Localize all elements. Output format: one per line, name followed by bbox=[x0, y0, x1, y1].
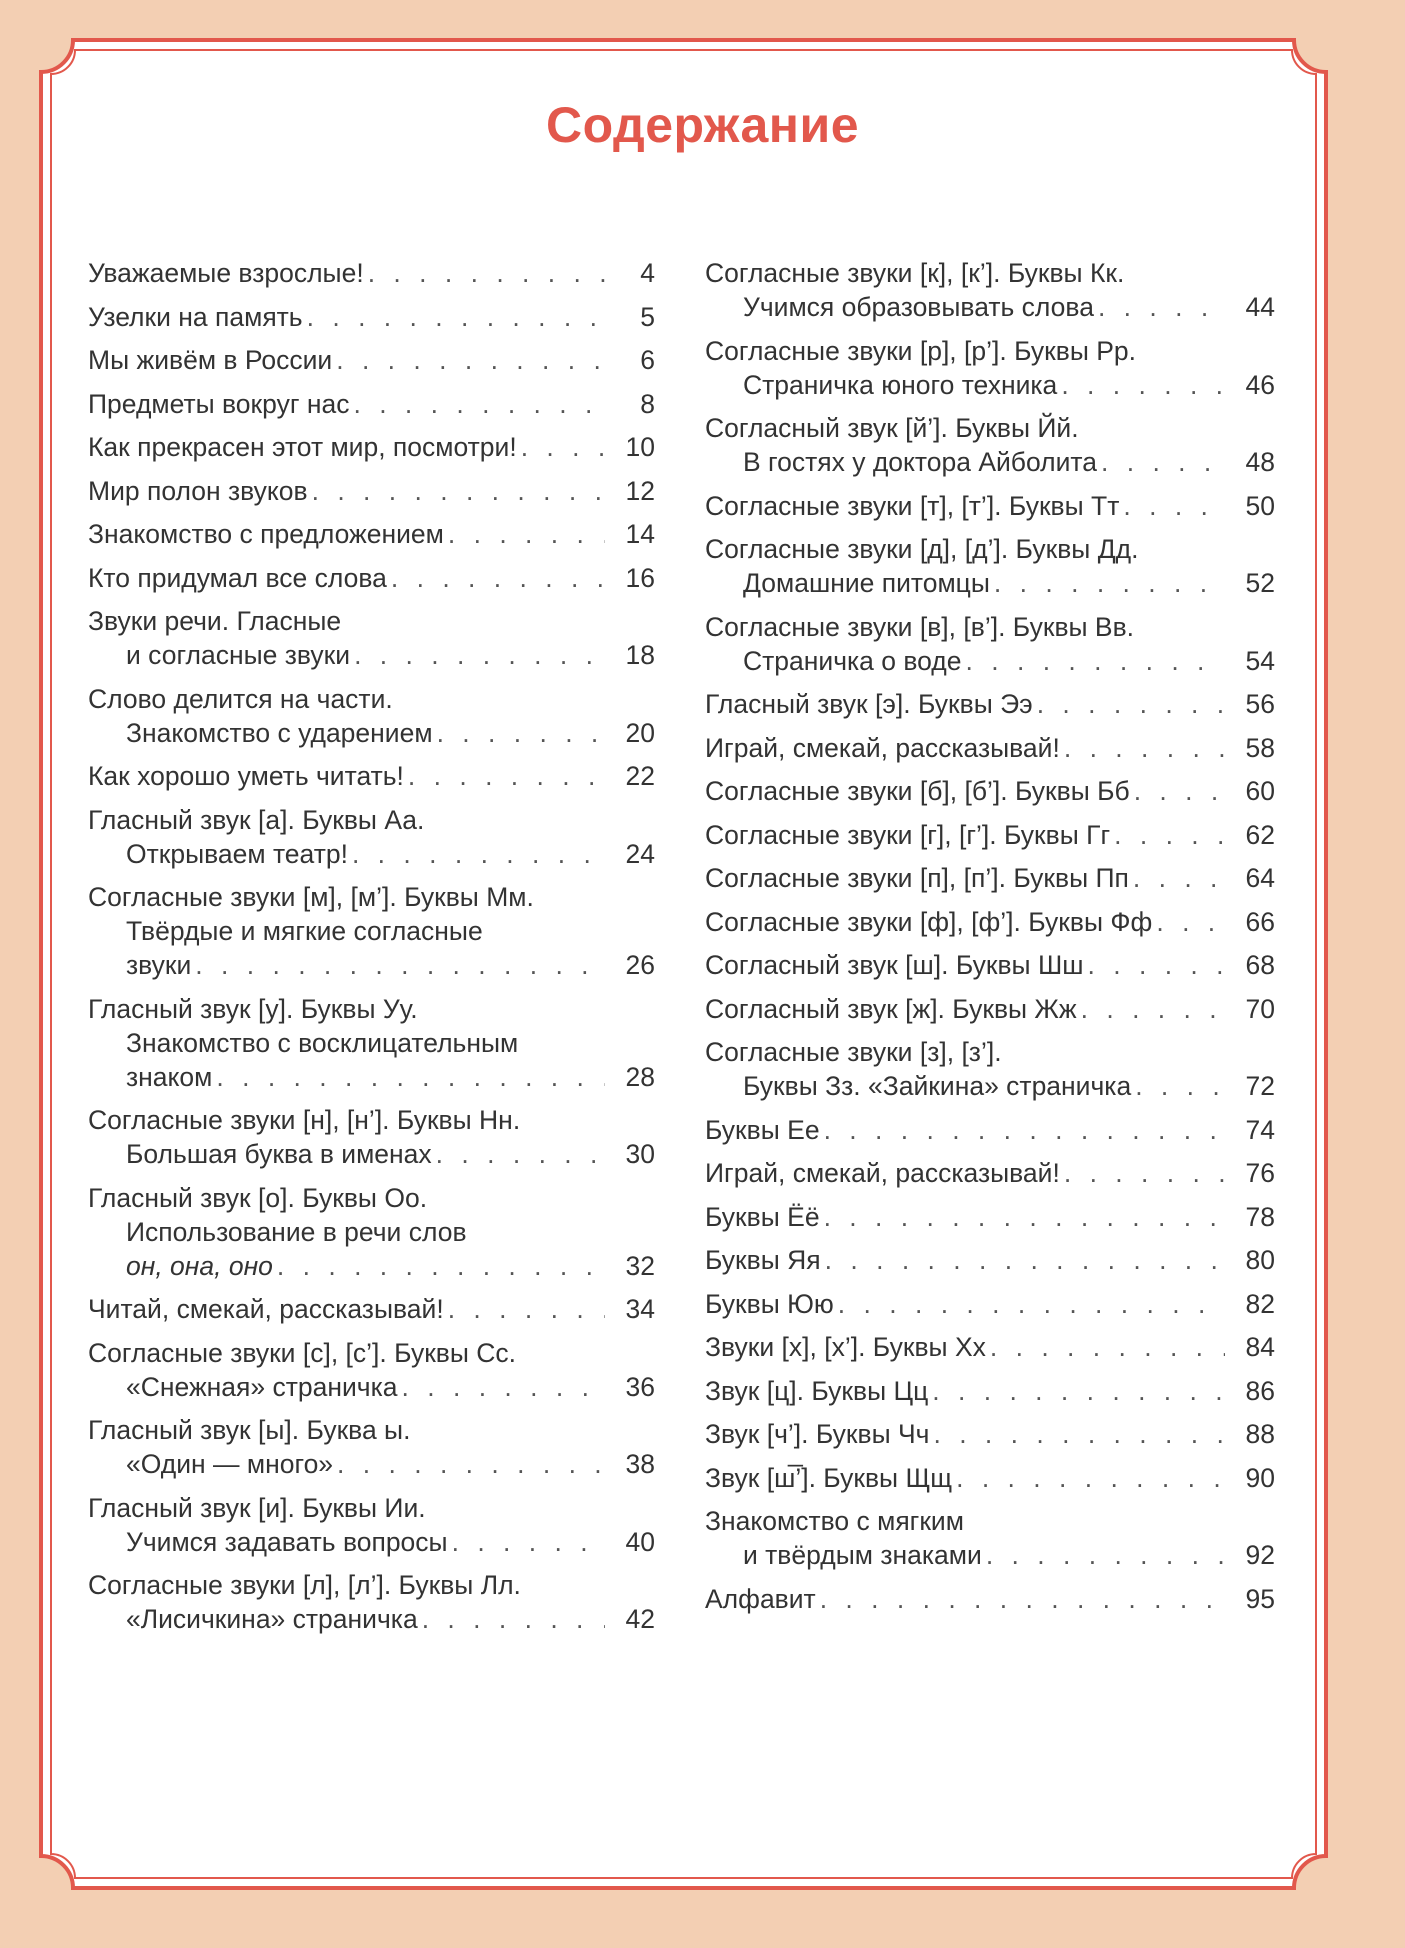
toc-entry bbox=[705, 1156, 1275, 1190]
dot-leader bbox=[353, 387, 605, 421]
toc-entry bbox=[705, 1504, 1275, 1572]
dot-leader bbox=[216, 1060, 605, 1094]
toc-entry bbox=[88, 430, 655, 464]
toc-page-number: 66 bbox=[1245, 906, 1275, 937]
toc-entry bbox=[88, 880, 655, 982]
toc-page-number: 24 bbox=[625, 838, 655, 869]
toc-entry-text: Согласные звуки [б], [б’]. Буквы Бб bbox=[705, 776, 1130, 806]
toc-entry-last-line bbox=[705, 368, 1275, 402]
toc-entry bbox=[705, 610, 1275, 678]
toc-entry bbox=[705, 1113, 1275, 1147]
toc-right-column bbox=[705, 256, 1275, 1625]
toc-entry-line: Гласный звук [о]. Буквы Оо. bbox=[88, 1182, 428, 1213]
toc-entry-last-line bbox=[88, 1525, 655, 1559]
toc-entry bbox=[705, 532, 1275, 600]
toc-page-number: 44 bbox=[1245, 292, 1275, 322]
toc-entry bbox=[88, 300, 655, 334]
dot-leader bbox=[994, 566, 1225, 600]
toc-entry-text: и твёрдым знаками bbox=[743, 1540, 982, 1570]
toc-entry-text: Буквы Ёё bbox=[705, 1201, 820, 1232]
dot-leader bbox=[966, 644, 1225, 678]
toc-entry-text: Согласные звуки [п], [п’]. Буквы Пп bbox=[705, 863, 1129, 893]
toc-entry-last-line bbox=[705, 1330, 1275, 1364]
toc-entry-text: он, она, оно bbox=[126, 1250, 273, 1281]
toc-entry-text: Согласный звук [ш]. Буквы Шш bbox=[705, 950, 1084, 980]
toc-entry-text: Играй, смекай, рассказывай! bbox=[705, 732, 1060, 763]
toc-page-number: 42 bbox=[625, 1604, 655, 1634]
dot-leader bbox=[1098, 290, 1225, 324]
toc-entry bbox=[705, 1461, 1275, 1495]
toc-entry bbox=[705, 1035, 1275, 1103]
toc-entry bbox=[88, 1491, 655, 1559]
toc-entry-last-line bbox=[705, 489, 1275, 523]
toc-page-number: 54 bbox=[1245, 645, 1275, 676]
toc-page-number: 80 bbox=[1245, 1245, 1275, 1275]
toc-entry-last-line bbox=[705, 644, 1275, 678]
toc-entry-text: Гласный звук [э]. Буквы Ээ bbox=[705, 689, 1033, 719]
toc-entry-last-line bbox=[705, 1287, 1275, 1321]
toc-entry-line: Согласные звуки [р], [р’]. Буквы Рр. bbox=[705, 335, 1137, 366]
toc-entry bbox=[705, 1374, 1275, 1408]
toc-entry-last-line bbox=[705, 290, 1275, 324]
toc-page-number: 72 bbox=[1245, 1071, 1275, 1101]
toc-entry bbox=[88, 1181, 655, 1283]
dot-leader bbox=[368, 256, 605, 290]
toc-entry bbox=[88, 387, 655, 421]
dot-leader bbox=[337, 1447, 605, 1481]
toc-entry-text: Буквы Зз. «Зайкина» страничка bbox=[743, 1071, 1132, 1101]
toc-page-number: 90 bbox=[1245, 1462, 1275, 1493]
toc-page-number: 92 bbox=[1245, 1540, 1275, 1570]
toc-entry-text: Учимся образовывать слова bbox=[743, 292, 1094, 322]
toc-entry bbox=[88, 992, 655, 1094]
toc-page-number: 78 bbox=[1245, 1201, 1275, 1232]
toc-entry-last-line bbox=[705, 818, 1275, 852]
dot-leader bbox=[352, 837, 605, 871]
toc-page-number: 56 bbox=[1245, 689, 1275, 719]
toc-entry-text: Как хорошо уметь читать! bbox=[88, 761, 404, 791]
toc-entry-text: Согласные звуки [г], [г’]. Буквы Гг bbox=[705, 819, 1111, 850]
toc-entry-text: Алфавит bbox=[705, 1583, 816, 1614]
dot-leader bbox=[1061, 368, 1225, 402]
toc-entry-line: Согласные звуки [с], [с’]. Буквы Сс. bbox=[88, 1337, 517, 1368]
toc-page-number: 5 bbox=[640, 301, 655, 332]
toc-page-number: 82 bbox=[1245, 1288, 1275, 1319]
dot-leader bbox=[1064, 1156, 1225, 1190]
toc-entry-last-line bbox=[705, 948, 1275, 982]
toc-entry-last-line bbox=[88, 1060, 655, 1094]
dot-leader bbox=[1101, 445, 1225, 479]
toc-entry-line: Согласные звуки [к], [к’]. Буквы Кк. bbox=[705, 258, 1125, 288]
dot-leader bbox=[391, 561, 605, 595]
dot-leader bbox=[521, 430, 605, 464]
toc-page-number: 74 bbox=[1245, 1114, 1275, 1145]
toc-entry-line: Согласный звук [й’]. Буквы Йй. bbox=[705, 413, 1079, 443]
dot-leader bbox=[956, 1461, 1225, 1495]
toc-page-number: 14 bbox=[625, 519, 655, 549]
toc-entry-text: Буквы Ее bbox=[705, 1114, 820, 1145]
toc-entry-line: Гласный звук [у]. Буквы Уу. bbox=[88, 993, 418, 1024]
toc-entry-last-line bbox=[705, 566, 1275, 600]
toc-entry bbox=[88, 1103, 655, 1171]
dot-leader bbox=[312, 474, 605, 508]
toc-entry-last-line bbox=[88, 387, 655, 421]
toc-entry-last-line bbox=[705, 1582, 1275, 1616]
dot-leader bbox=[1081, 992, 1225, 1026]
toc-entry bbox=[88, 1568, 655, 1636]
toc-entry-line: Согласные звуки [л], [л’]. Буквы Лл. bbox=[88, 1570, 521, 1600]
toc-entry-last-line bbox=[705, 861, 1275, 895]
toc-entry-text: «Снежная» страничка bbox=[126, 1371, 398, 1402]
toc-entry-last-line bbox=[88, 256, 655, 290]
toc-entry-text: «Один — много» bbox=[126, 1449, 334, 1479]
toc-entry bbox=[705, 992, 1275, 1026]
dot-leader bbox=[933, 1417, 1225, 1451]
toc-entry-last-line bbox=[88, 561, 655, 595]
toc-entry-line: Гласный звук [ы]. Буква ы. bbox=[88, 1415, 411, 1445]
toc-entry bbox=[88, 343, 655, 377]
toc-page-number: 62 bbox=[1245, 819, 1275, 850]
toc-entry bbox=[705, 948, 1275, 982]
toc-entry-last-line bbox=[705, 1156, 1275, 1190]
toc-entry-line: Согласные звуки [в], [в’]. Буквы Вв. bbox=[705, 611, 1135, 642]
toc-entry-last-line bbox=[88, 716, 655, 750]
toc-page-number: 22 bbox=[625, 761, 655, 791]
toc-page-number: 52 bbox=[1245, 568, 1275, 598]
toc-entry bbox=[88, 803, 655, 871]
dot-leader bbox=[277, 1249, 605, 1283]
toc-entry-last-line bbox=[88, 300, 655, 334]
dot-leader bbox=[436, 1137, 605, 1171]
dot-leader bbox=[1064, 731, 1225, 765]
toc-entry-last-line bbox=[705, 1417, 1275, 1451]
toc-page-number: 20 bbox=[625, 717, 655, 748]
toc-page-number: 36 bbox=[625, 1371, 655, 1402]
toc-page-number: 95 bbox=[1245, 1583, 1275, 1614]
dot-leader bbox=[825, 1243, 1225, 1277]
toc-entry-last-line bbox=[88, 837, 655, 871]
toc-page-number: 8 bbox=[640, 388, 655, 419]
toc-entry-line: Согласные звуки [д], [д’]. Буквы Дд. bbox=[705, 534, 1139, 564]
toc-entry-text: Страничка юного техника bbox=[743, 369, 1058, 400]
page-title: Содержание bbox=[545, 97, 860, 153]
toc-entry bbox=[88, 517, 655, 551]
toc-entry-line: Гласный звук [а]. Буквы Аа. bbox=[88, 804, 425, 835]
toc-entry-text: Учимся задавать вопросы bbox=[126, 1526, 448, 1557]
toc-entry-line: Знакомство с мягким bbox=[705, 1506, 964, 1536]
toc-entry-line: Твёрдые и мягкие согласные bbox=[126, 916, 483, 946]
toc-entry-last-line bbox=[705, 445, 1275, 479]
toc-entry bbox=[705, 411, 1275, 479]
toc-entry-last-line bbox=[88, 517, 655, 551]
toc-entry-last-line bbox=[705, 1538, 1275, 1572]
toc-entry-text: Страничка о воде bbox=[743, 645, 962, 676]
toc-entry-text: В гостях у доктора Айболита bbox=[743, 447, 1097, 477]
toc-entry bbox=[705, 687, 1275, 721]
toc-entry-last-line bbox=[88, 638, 655, 672]
toc-entry-last-line bbox=[705, 1200, 1275, 1234]
toc-entry bbox=[88, 1292, 655, 1326]
toc-entry bbox=[705, 1243, 1275, 1277]
toc-page-number: 4 bbox=[640, 258, 655, 288]
toc-page-number: 88 bbox=[1245, 1419, 1275, 1449]
dot-leader bbox=[307, 300, 605, 334]
toc-entry-line: Слово делится на части. bbox=[88, 683, 393, 714]
toc-entry bbox=[88, 474, 655, 508]
toc-entry bbox=[88, 604, 655, 672]
toc-entry-last-line bbox=[88, 1602, 655, 1636]
toc-entry-last-line bbox=[88, 474, 655, 508]
toc-page-number: 68 bbox=[1245, 950, 1275, 980]
toc-entry-text: «Лисичкина» страничка bbox=[126, 1604, 418, 1634]
toc-entry-last-line bbox=[88, 430, 655, 464]
dot-leader bbox=[437, 716, 605, 750]
toc-entry bbox=[88, 682, 655, 750]
toc-entry bbox=[705, 731, 1275, 765]
toc-page-number: 60 bbox=[1245, 776, 1275, 806]
dot-leader bbox=[1135, 1069, 1225, 1103]
toc-entry bbox=[705, 256, 1275, 324]
toc-entry bbox=[705, 334, 1275, 402]
toc-entry-text: Знакомство с предложением bbox=[88, 519, 444, 549]
toc-page-number: 40 bbox=[625, 1526, 655, 1557]
toc-page-number: 70 bbox=[1245, 993, 1275, 1024]
dot-leader bbox=[990, 1330, 1225, 1364]
toc-entry bbox=[88, 759, 655, 793]
toc-entry-text: Большая буква в именах bbox=[126, 1139, 432, 1169]
toc-entry bbox=[705, 861, 1275, 895]
toc-entry bbox=[705, 774, 1275, 808]
dot-leader bbox=[1133, 861, 1225, 895]
toc-entry-text: Играй, смекай, рассказывай! bbox=[705, 1158, 1060, 1188]
toc-entry-text: и согласные звуки bbox=[126, 640, 351, 670]
toc-entry bbox=[88, 256, 655, 290]
toc-entry-text: Как прекрасен этот мир, посмотри! bbox=[88, 432, 517, 462]
toc-page-number: 18 bbox=[625, 640, 655, 670]
toc-page-number: 76 bbox=[1245, 1158, 1275, 1188]
toc-entry-last-line bbox=[88, 1249, 655, 1283]
toc-entry-last-line bbox=[705, 992, 1275, 1026]
toc-entry bbox=[88, 1413, 655, 1481]
toc-entry-last-line bbox=[705, 1374, 1275, 1408]
toc-entry-text: Буквы Юю bbox=[705, 1288, 834, 1319]
toc-page-number: 34 bbox=[625, 1294, 655, 1324]
toc-entry-last-line bbox=[88, 1447, 655, 1481]
toc-entry-text: Согласные звуки [т], [т’]. Буквы Тт bbox=[705, 490, 1120, 521]
dot-leader bbox=[354, 638, 605, 672]
toc-page-number: 50 bbox=[1245, 490, 1275, 521]
dot-leader bbox=[1037, 687, 1225, 721]
toc-entry bbox=[705, 1330, 1275, 1364]
toc-entry-text: Согласные звуки [ф], [ф’]. Буквы Фф bbox=[705, 906, 1153, 937]
dot-leader bbox=[1134, 774, 1225, 808]
dot-leader bbox=[838, 1287, 1225, 1321]
toc-entry-last-line bbox=[705, 905, 1275, 939]
toc-entry-text: Знакомство с ударением bbox=[126, 717, 433, 748]
toc-page-number: 38 bbox=[625, 1449, 655, 1479]
toc-entry bbox=[705, 905, 1275, 939]
toc-entry bbox=[705, 1417, 1275, 1451]
dot-leader bbox=[452, 1525, 605, 1559]
toc-entry-text: Мы живём в России bbox=[88, 345, 333, 375]
toc-page-number: 26 bbox=[625, 950, 655, 980]
toc-entry-last-line bbox=[705, 1461, 1275, 1495]
toc-entry-last-line bbox=[705, 731, 1275, 765]
dot-leader bbox=[1123, 489, 1225, 523]
toc-entry-text: Согласный звук [ж]. Буквы Жж bbox=[705, 993, 1077, 1024]
toc-entry bbox=[88, 1336, 655, 1404]
toc-entry-line: Согласные звуки [з], [з’]. bbox=[705, 1037, 1002, 1067]
toc-page-number: 30 bbox=[625, 1139, 655, 1169]
toc-entry-text: Кто придумал все слова bbox=[88, 562, 387, 593]
dot-leader bbox=[1114, 818, 1225, 852]
toc-entry bbox=[705, 1200, 1275, 1234]
toc-entry bbox=[705, 489, 1275, 523]
toc-entry-text: Предметы вокруг нас bbox=[88, 388, 350, 419]
toc-page-number: 10 bbox=[625, 432, 655, 462]
toc-entry-text: Читай, смекай, рассказывай! bbox=[88, 1294, 444, 1324]
toc-page-number: 16 bbox=[625, 562, 655, 593]
toc-entry-text: Открываем театр! bbox=[126, 838, 348, 869]
dot-leader bbox=[1088, 948, 1225, 982]
toc-entry-line: Согласные звуки [н], [н’]. Буквы Нн. bbox=[88, 1105, 521, 1135]
dot-leader bbox=[986, 1538, 1225, 1572]
toc-entry-text: звуки bbox=[126, 950, 192, 980]
toc-entry-last-line bbox=[705, 687, 1275, 721]
toc-page-number: 84 bbox=[1245, 1332, 1275, 1362]
dot-leader bbox=[448, 1292, 605, 1326]
toc-page-number: 48 bbox=[1245, 447, 1275, 477]
toc-entry-line: Использование в речи слов bbox=[126, 1216, 467, 1247]
toc-page-number: 6 bbox=[640, 345, 655, 375]
toc-entry-line: Гласный звук [и]. Буквы Ии. bbox=[88, 1492, 426, 1523]
dot-leader bbox=[422, 1602, 605, 1636]
toc-entry bbox=[88, 561, 655, 595]
toc-entry-last-line bbox=[88, 1292, 655, 1326]
toc-entry-text: Буквы Яя bbox=[705, 1245, 821, 1275]
toc-entry-line: Знакомство с восклицательным bbox=[126, 1027, 519, 1058]
toc-entry-last-line bbox=[705, 1243, 1275, 1277]
toc-entry bbox=[705, 1582, 1275, 1616]
dot-leader bbox=[824, 1200, 1225, 1234]
dot-leader bbox=[336, 343, 605, 377]
toc-entry-text: Звук [ц]. Буквы Цц bbox=[705, 1375, 929, 1406]
toc-entry-line: Звуки речи. Гласные bbox=[88, 606, 342, 636]
toc-entry-text: Домашние питомцы bbox=[743, 568, 990, 598]
dot-leader bbox=[824, 1113, 1225, 1147]
toc-page-number: 64 bbox=[1245, 863, 1275, 893]
toc-entry-line: Согласные звуки [м], [м’]. Буквы Мм. bbox=[88, 882, 534, 912]
dot-leader bbox=[402, 1370, 605, 1404]
dot-leader bbox=[195, 948, 605, 982]
dot-leader bbox=[820, 1582, 1225, 1616]
toc-entry-text: Звук [ч’]. Буквы Чч bbox=[705, 1419, 930, 1449]
dot-leader bbox=[408, 759, 605, 793]
toc-entry-last-line bbox=[88, 948, 655, 982]
toc-entry-last-line bbox=[88, 759, 655, 793]
dot-leader bbox=[932, 1374, 1225, 1408]
toc-page-number: 58 bbox=[1245, 732, 1275, 763]
toc-entry-text: Звук [ш̅’]. Буквы Щщ bbox=[705, 1462, 953, 1493]
toc-entry-text: Узелки на память bbox=[88, 301, 303, 332]
toc-entry-text: Мир полон звуков bbox=[88, 475, 308, 506]
dot-leader bbox=[448, 517, 605, 551]
toc-entry-last-line bbox=[88, 1370, 655, 1404]
toc-entry bbox=[705, 818, 1275, 852]
toc-entry-text: знаком bbox=[126, 1061, 213, 1092]
toc-entry-last-line bbox=[705, 774, 1275, 808]
dot-leader bbox=[1156, 905, 1225, 939]
toc-entry-last-line bbox=[705, 1113, 1275, 1147]
toc-page-number: 12 bbox=[625, 475, 655, 506]
toc-page-number: 86 bbox=[1245, 1375, 1275, 1406]
toc-page-number: 32 bbox=[625, 1250, 655, 1281]
toc-entry-text: Уважаемые взрослые! bbox=[88, 258, 364, 288]
toc-page-number: 28 bbox=[625, 1061, 655, 1092]
toc-entry-last-line bbox=[88, 1137, 655, 1171]
toc-entry-last-line bbox=[88, 343, 655, 377]
toc-page-number: 46 bbox=[1245, 369, 1275, 400]
toc-entry-text: Звуки [х], [х’]. Буквы Хх bbox=[705, 1332, 986, 1362]
toc-entry-last-line bbox=[705, 1069, 1275, 1103]
toc-entry bbox=[705, 1287, 1275, 1321]
toc-left-column bbox=[88, 256, 655, 1646]
